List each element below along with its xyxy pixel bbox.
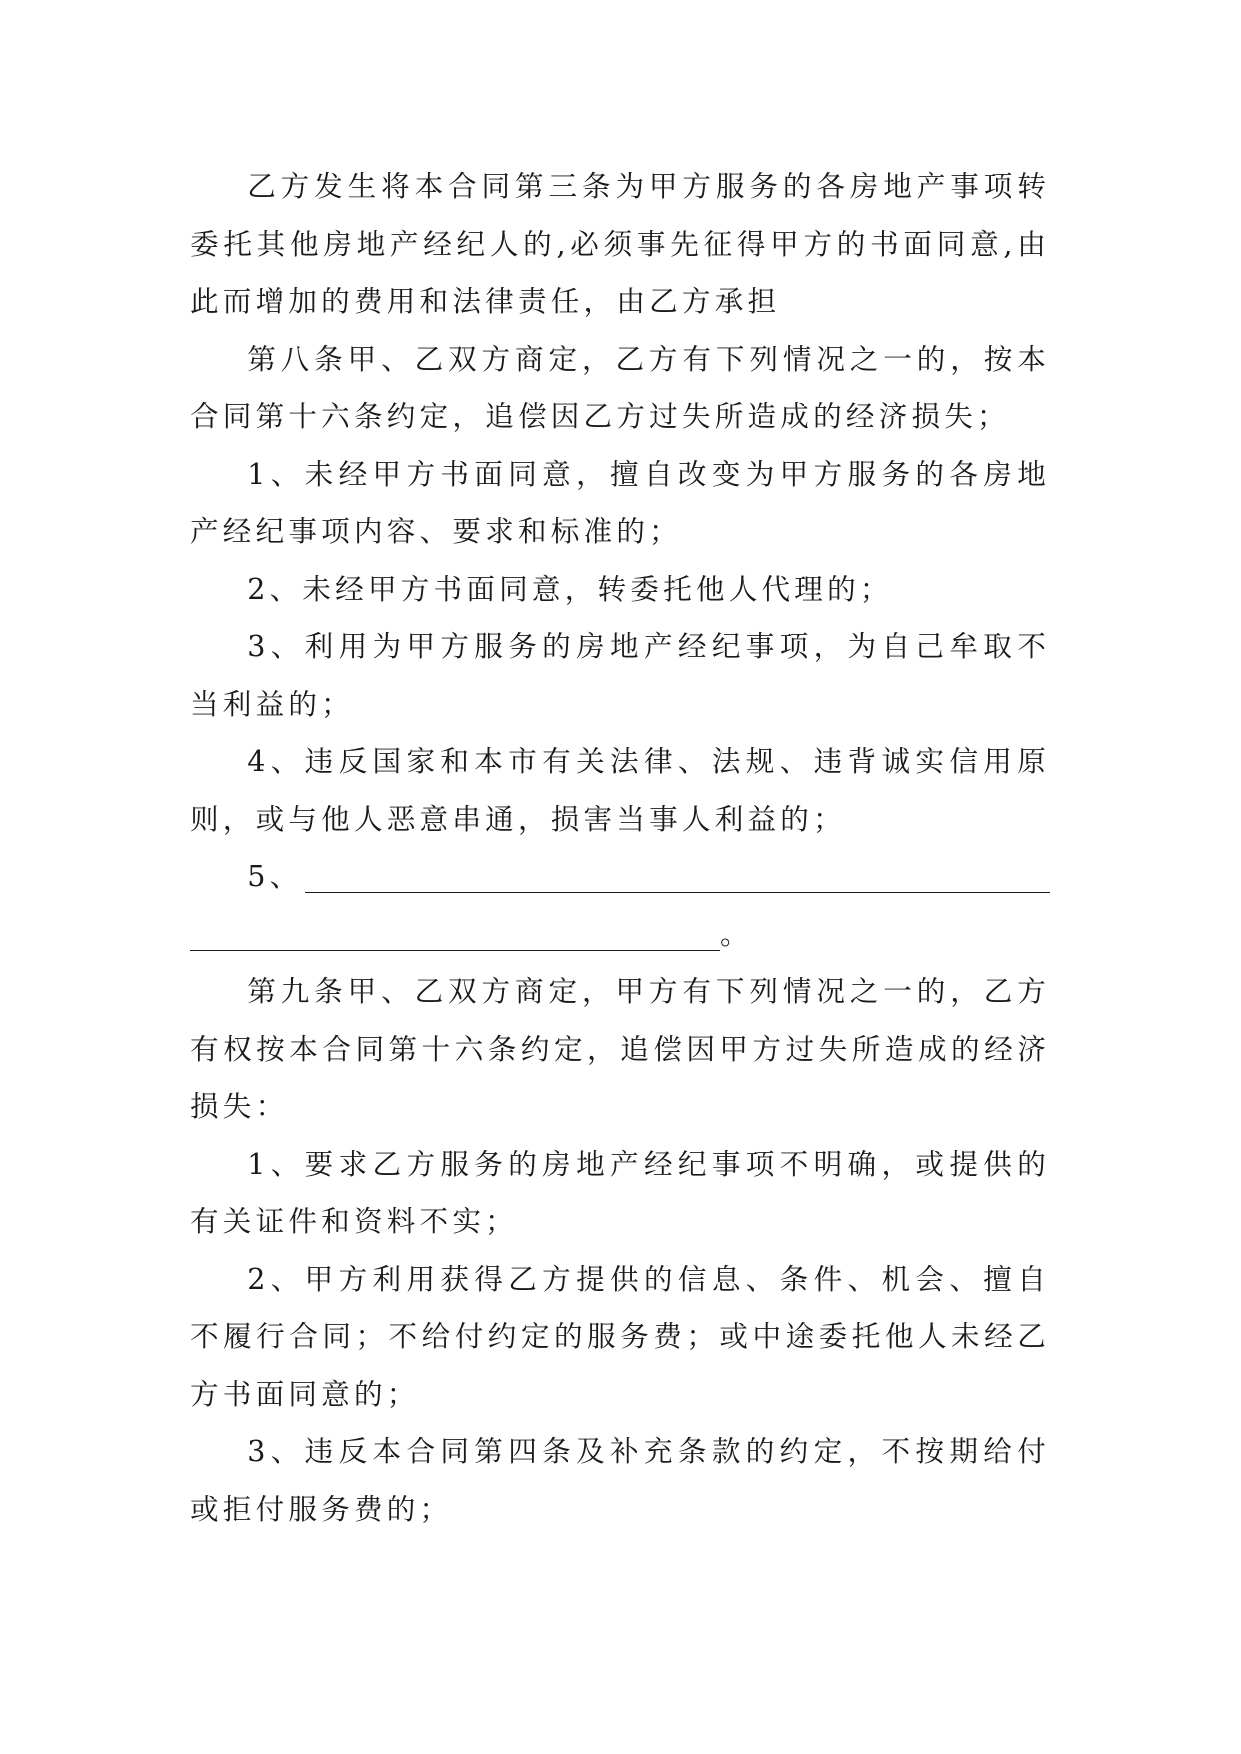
paragraph-article-8-item-1: 1、未经甲方书面同意，擅自改变为甲方服务的各房地产经纪事项内容、要求和标准的； — [190, 456, 1050, 548]
item-5-label: 5、 — [247, 859, 303, 893]
paragraph-article-9: 第九条甲、乙双方商定，甲方有下列情况之一的，乙方有权按本合同第十六条约定，追偿因甲方过失所造成的经济损失： — [190, 974, 1050, 1123]
paragraph-article-8: 第八条甲、乙双方商定，乙方有下列情况之一的，按本合同第十六条约定，追偿因乙方过失所造成的经济损失； — [190, 341, 1050, 433]
fill-in-line-2 — [190, 906, 1050, 964]
contract-body — [190, 158, 1050, 1538]
paragraph-article-8-item-2: 2、未经甲方书面同意，转委托他人代理的； — [247, 571, 893, 606]
paragraph-article-9-item-1: 1、要求乙方服务的房地产经纪事项不明确，或提供的有关证件和资料不实； — [190, 1146, 1050, 1238]
paragraph-subcontract-consent: 乙方发生将本合同第三条为甲方服务的各房地产事项转委托其他房地产经纪人的,必须事先征得甲方的书面同意,由此而增加的费用和法律责任，由乙方承担 — [190, 169, 1050, 318]
fill-in-underline-1 — [305, 892, 1050, 893]
item-5-end-mark: 。 — [720, 916, 753, 951]
paragraph-article-9-item-3: 3、违反本合同第四条及补充条款的约定，不按期给付或拒付服务费的； — [190, 1434, 1050, 1526]
paragraph-article-8-item-4: 4、违反国家和本市有关法律、法规、违背诚实信用原则，或与他人恶意串通，损害当事人利益的； — [190, 744, 1050, 836]
fill-in-underline-2 — [190, 950, 720, 951]
paragraph-article-9-item-2: 2、甲方利用获得乙方提供的信息、条件、机会、擅自不履行合同；不给付约定的服务费；或中途委托他人未经乙方书面同意的； — [190, 1261, 1050, 1411]
fill-in-line-1 — [190, 848, 1050, 906]
paragraph-article-8-item-3: 3、利用为甲方服务的房地产经纪事项，为自己牟取不当利益的； — [190, 629, 1050, 721]
